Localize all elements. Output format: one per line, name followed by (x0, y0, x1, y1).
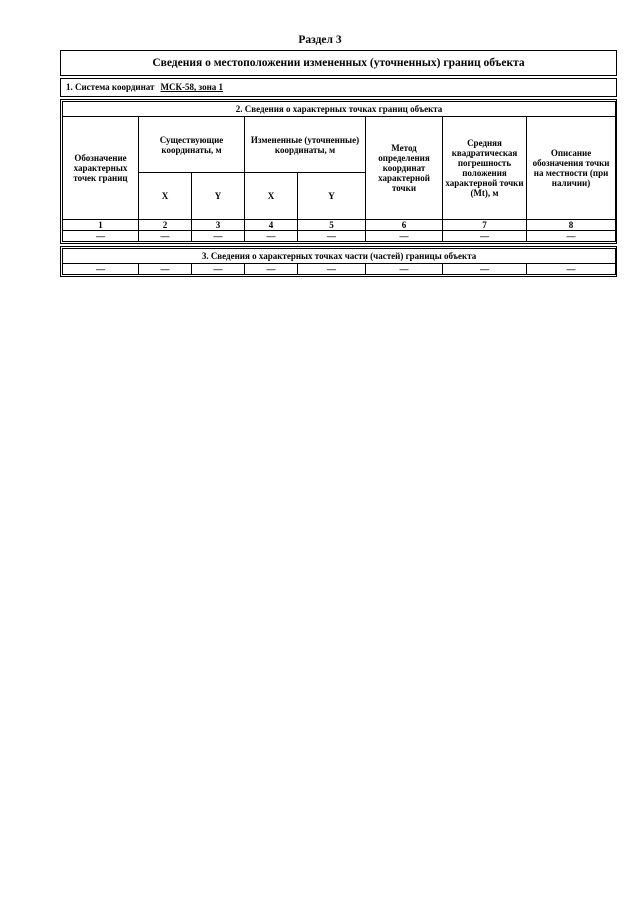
table-row (63, 264, 616, 275)
table-cell: — (366, 231, 443, 242)
header-method: Метод определения координат характерной точки (366, 117, 443, 220)
table-cell: — (63, 231, 139, 242)
points-section-caption: 2. Сведения о характерных точках границ объекта (63, 102, 616, 117)
header-changed-x: X (245, 173, 298, 220)
header-changed-coords: Измененные (уточненные) координаты, м (245, 117, 366, 173)
column-number: 6 (366, 220, 443, 231)
header-existing-coords: Существующие координаты, м (139, 117, 245, 173)
parts-section-caption: 3. Сведения о характерных точках части (частей) границы объекта (63, 249, 616, 264)
table-cell: — (192, 264, 245, 275)
column-number: 3 (192, 220, 245, 231)
header-existing-y: Y (192, 173, 245, 220)
column-number: 8 (527, 220, 616, 231)
main-heading-band (60, 50, 617, 76)
column-number: 2 (139, 220, 192, 231)
table-cell: — (527, 264, 616, 275)
points-table (62, 101, 616, 242)
parts-table (62, 248, 616, 275)
column-number: 7 (443, 220, 527, 231)
header-point-label: Обозначение характерных точек границ (63, 117, 139, 220)
coord-system-value: МСК-58, зона 1 (160, 82, 224, 92)
coord-system-label: 1. Система координат (66, 82, 155, 92)
column-number: 4 (245, 220, 298, 231)
header-error: Средняя квадратическая погрешность положения характерной точки (Mt), м (443, 117, 527, 220)
header-description: Описание обозначения точки на местности (при наличии) (527, 117, 616, 220)
parts-section (60, 246, 617, 277)
table-cell: — (63, 264, 139, 275)
column-number: 1 (63, 220, 139, 231)
table-cell: — (527, 231, 616, 242)
table-cell: — (192, 231, 245, 242)
header-changed-y: Y (298, 173, 366, 220)
table-cell: — (139, 264, 192, 275)
points-section (60, 99, 617, 244)
table-cell: — (366, 264, 443, 275)
column-number-row (63, 220, 616, 231)
coord-system-row (62, 80, 615, 95)
table-cell: — (139, 231, 192, 242)
table-cell: — (245, 231, 298, 242)
header-existing-x: X (139, 173, 192, 220)
coord-system-band (60, 78, 617, 97)
table-row (63, 231, 616, 242)
table-cell: — (443, 264, 527, 275)
table-cell: — (245, 264, 298, 275)
table-cell: — (298, 231, 366, 242)
table-cell: — (443, 231, 527, 242)
column-number: 5 (298, 220, 366, 231)
main-heading: Сведения о местоположении измененных (уточненных) границ объекта (152, 57, 525, 69)
form-sheet (60, 50, 617, 277)
section-title: Раздел 3 (298, 34, 342, 46)
table-cell: — (298, 264, 366, 275)
